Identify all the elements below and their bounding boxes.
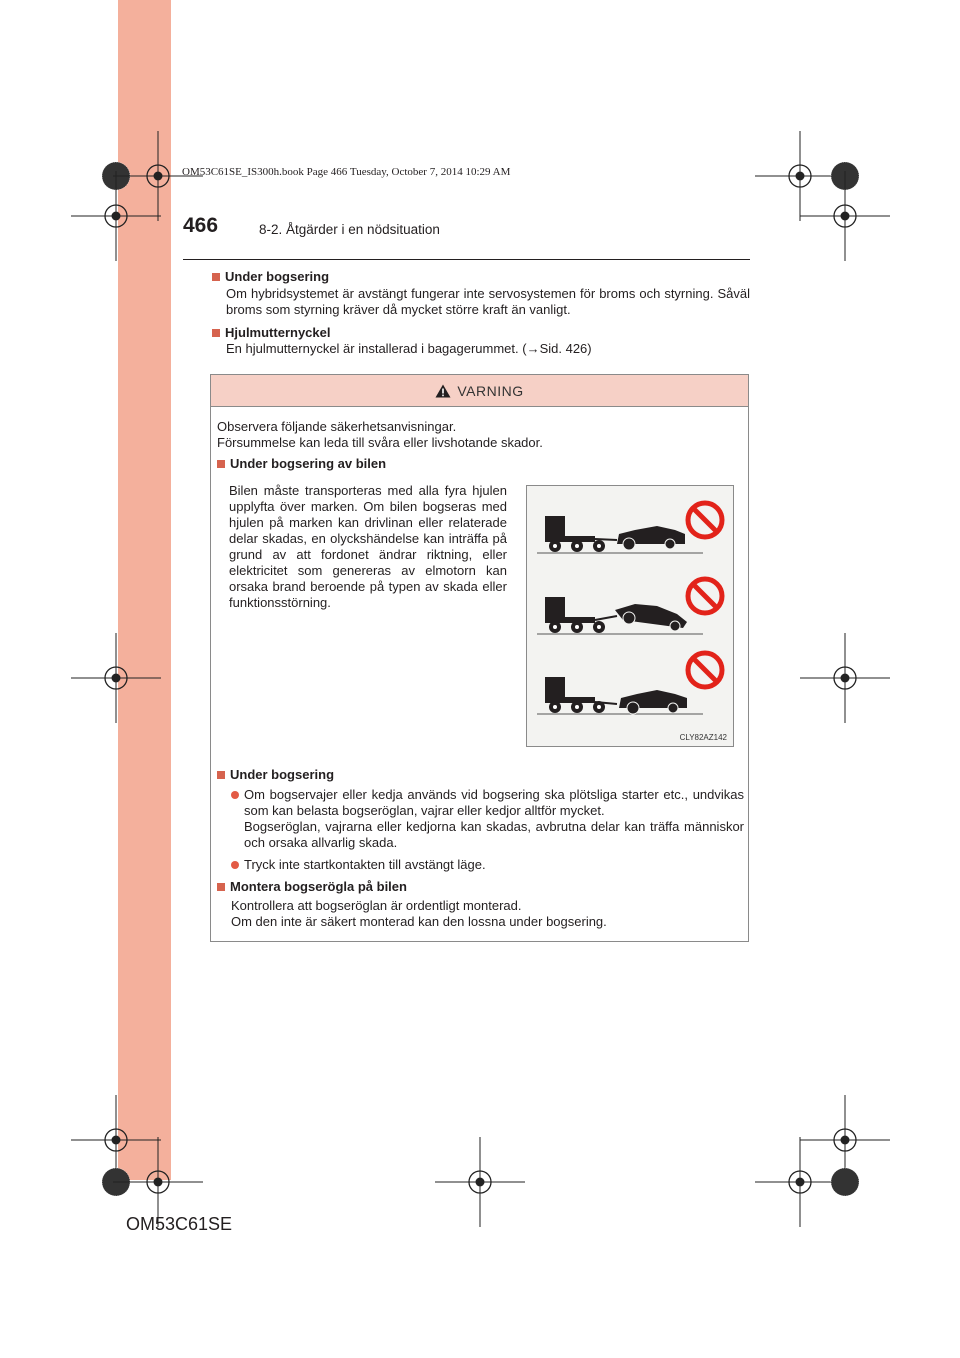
header-rule [183, 259, 750, 260]
square-bullet-icon [212, 273, 220, 281]
square-bullet-icon [217, 460, 225, 468]
warning-bullet: Tryck inte startkontakten till avstängt läge. [231, 857, 744, 873]
towing-illustration [526, 485, 734, 747]
section-text: Om hybridsystemet är avstängt fungerar inte servosystemen för broms och styrning. Såväl broms som styrning kräver då mycket större kraft än vanligt. [226, 285, 750, 317]
crosshair-mark-left [71, 633, 161, 723]
page-number: 466 [183, 214, 219, 237]
main-content [212, 269, 750, 358]
towing-illustration-drawing [527, 486, 733, 746]
section-heading: Hjulmutternyckel [212, 325, 750, 342]
towing-scenario-front [537, 503, 722, 553]
warning-text: Kontrollera att bogseröglan är ordentligt monterad. [231, 898, 522, 913]
round-bullet-icon [231, 861, 239, 869]
crosshair-mark-tr-2 [800, 171, 890, 261]
towing-warning-text: Bilen måste transporteras med alla fyra hjulen upplyfta över marken. Om bilen bogseras med hjulen på marken kan drivlinan eller relaterade delar skadas, en olyckshändelse kan inträffa på grund av att fordonet ändrar riktning, eller elektricitet som genereras av elmotorn kan orsaka brand beroende på typen av skada eller funktionsstörning. [229, 483, 507, 610]
warning-box [210, 374, 749, 942]
warning-body [217, 419, 744, 472]
section-text: En hjulmutternyckel är installerad i bagagerummet. (→Sid. 426) [226, 341, 592, 356]
towing-scenario-dolly [537, 653, 722, 714]
warning-header [211, 375, 748, 407]
crosshair-mark-tl-2 [71, 171, 161, 261]
crosshair-mark-bottom [435, 1137, 525, 1227]
print-header: OM53C61SE_IS300h.book Page 466 Tuesday, October 7, 2014 10:29 AM [182, 166, 511, 178]
illustration-code: CLY82AZ142 [679, 733, 727, 742]
crosshair-mark-right [800, 633, 890, 723]
warning-text: Om den inte är säkert monterad kan den lossna under bogsering. [231, 914, 607, 929]
warning-bullet: Om bogservajer eller kedja används vid bogsering ska plötsliga starter etc., undvikas som kan belasta bogseröglan, vajrar eller kedjor alltför mycket. Bogseröglan, vajrarna eller kedjorna kan skadas, avbrutna delar kan träffa människor och orsaka allvarlig skada. [231, 787, 744, 851]
warning-triangle-icon [435, 384, 451, 398]
warning-lower [217, 767, 744, 930]
section-heading: Under bogsering [212, 269, 750, 286]
warning-subheading: Under bogsering av bilen [217, 456, 744, 472]
square-bullet-icon [217, 771, 225, 779]
square-bullet-icon [212, 329, 220, 337]
warning-title: VARNING [457, 382, 524, 399]
square-bullet-icon [217, 883, 225, 891]
warning-intro: Observera följande säkerhetsanvisningar. [217, 419, 457, 434]
warning-subheading: Montera bogserögla på bilen [217, 879, 744, 895]
warning-subheading: Under bogsering [217, 767, 744, 783]
document-code: OM53C61SE [126, 1214, 233, 1234]
warning-intro: Försummelse kan leda till svåra eller livshotande skador. [217, 435, 543, 450]
round-bullet-icon [231, 791, 239, 799]
towing-scenario-rear [537, 579, 722, 634]
section-title: 8-2. Åtgärder i en nödsituation [259, 222, 440, 237]
starburst-mark-bottom-right [831, 1168, 859, 1196]
